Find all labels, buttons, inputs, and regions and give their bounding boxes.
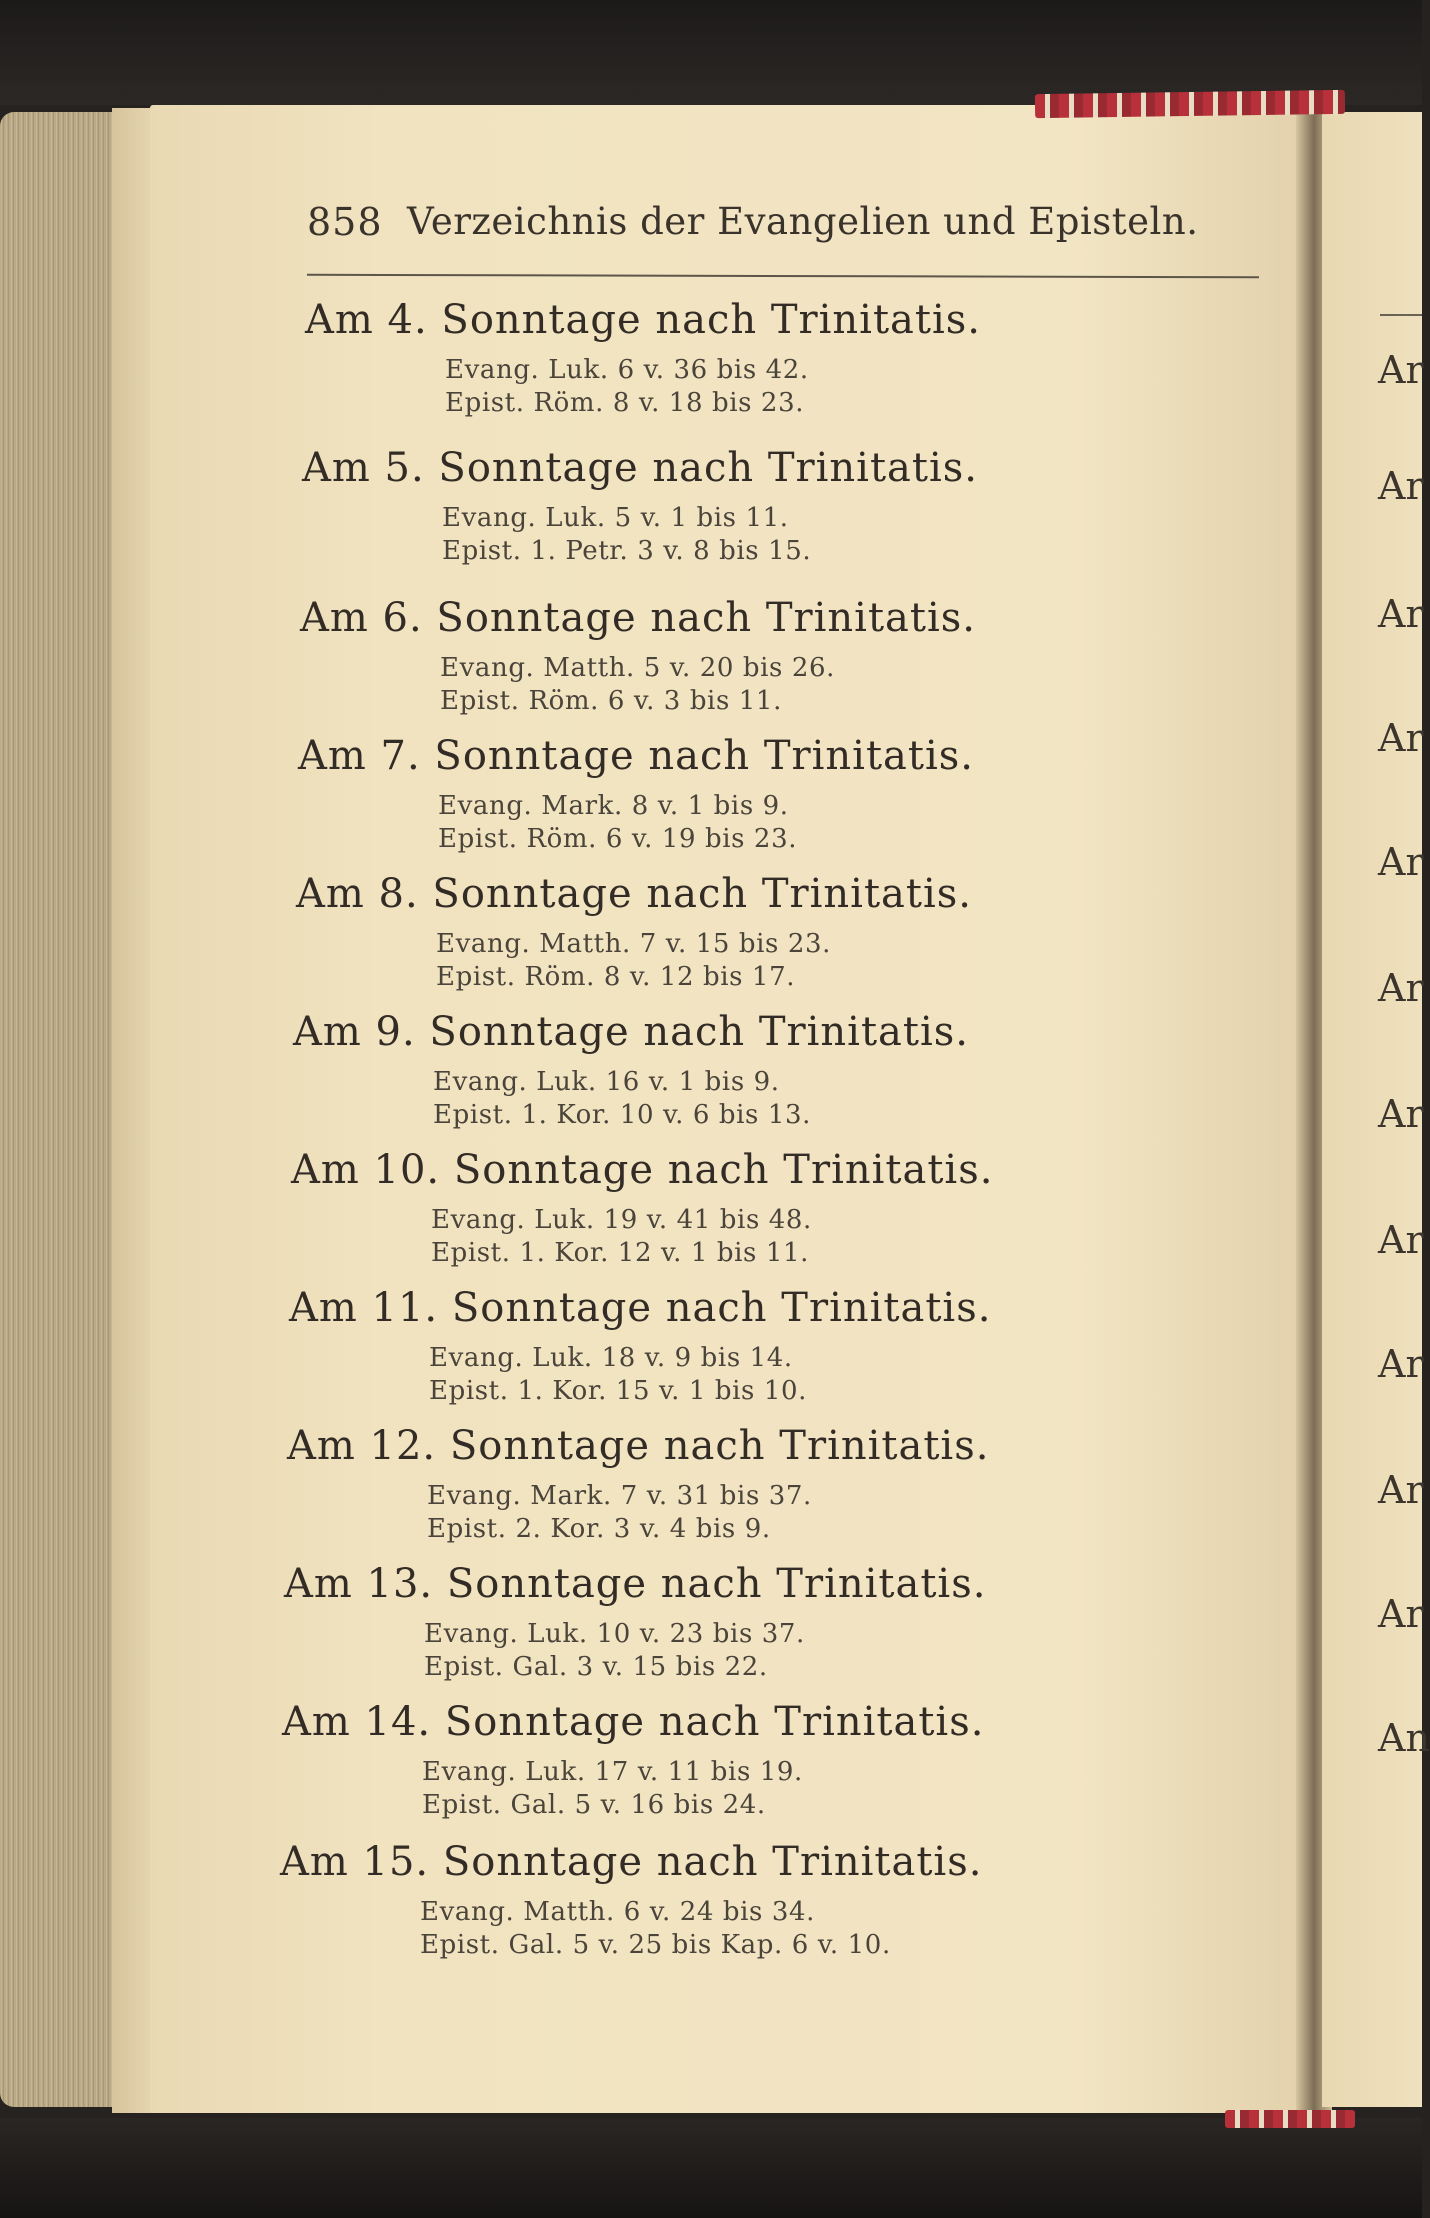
reading-entry (305, 292, 1065, 420)
entry-title: Am 10. Sonntage nach Trinitatis. (291, 1147, 994, 1193)
entry-evangelium: Evang. Mark. 8 v. 1 bis 9. (438, 791, 789, 821)
reading-entry (282, 1694, 1042, 1822)
entry-title: Am 13. Sonntage nach Trinitatis. (284, 1561, 987, 1607)
page-number: 858 (307, 200, 383, 244)
entry-title: Am 11. Sonntage nach Trinitatis. (289, 1285, 992, 1331)
entry-evangelium: Evang. Matth. 6 v. 24 bis 34. (420, 1897, 815, 1927)
reading-entry (287, 1418, 1047, 1546)
right-page-fragment: Ar (1378, 464, 1424, 508)
entry-title: Am 15. Sonntage nach Trinitatis. (280, 1839, 983, 1885)
reading-entry (302, 440, 1062, 568)
book-cover-top (0, 0, 1422, 105)
entry-evangelium: Evang. Luk. 18 v. 9 bis 14. (429, 1343, 793, 1373)
entry-epistel: Epist. 2. Kor. 3 v. 4 bis 9. (427, 1514, 771, 1544)
headband-bottom (1225, 2110, 1355, 2128)
entry-title: Am 4. Sonntage nach Trinitatis. (305, 297, 981, 343)
reading-entry (291, 1142, 1051, 1270)
entry-title: Am 14. Sonntage nach Trinitatis. (282, 1699, 985, 1745)
entry-evangelium: Evang. Luk. 19 v. 41 bis 48. (431, 1205, 812, 1235)
right-page-fragment: Ar (1378, 592, 1424, 636)
right-page-fragment: Ar (1378, 1218, 1424, 1262)
entry-epistel: Epist. 1. Kor. 12 v. 1 bis 11. (431, 1238, 810, 1268)
entry-evangelium: Evang. Matth. 5 v. 20 bis 26. (440, 653, 835, 683)
entry-epistel: Epist. Gal. 3 v. 15 bis 22. (424, 1652, 768, 1682)
entry-epistel: Epist. Röm. 6 v. 3 bis 11. (440, 686, 782, 716)
reading-entry (284, 1556, 1044, 1684)
headband-top (1035, 90, 1345, 118)
entry-epistel: Epist. Röm. 8 v. 12 bis 17. (436, 962, 796, 992)
right-page-fragment: Ar (1378, 966, 1424, 1010)
right-page-rule (1380, 314, 1422, 316)
right-page-fragment: Ar (1378, 1592, 1424, 1636)
running-head (307, 200, 1207, 256)
right-page-fragment: Ar (1378, 1468, 1424, 1512)
right-page-fragments (1378, 330, 1430, 1830)
right-page-fragment: Ar (1378, 840, 1424, 884)
entry-evangelium: Evang. Luk. 6 v. 36 bis 42. (445, 355, 809, 385)
right-page-fragment: Ar (1378, 348, 1424, 392)
reading-entry (280, 1834, 1040, 1962)
reading-entry (298, 728, 1058, 856)
entry-title: Am 6. Sonntage nach Trinitatis. (300, 595, 976, 641)
entry-epistel: Epist. 1. Kor. 10 v. 6 bis 13. (433, 1100, 812, 1130)
entry-title: Am 9. Sonntage nach Trinitatis. (293, 1009, 969, 1055)
entry-evangelium: Evang. Matth. 7 v. 15 bis 23. (436, 929, 831, 959)
right-page-fragment: Ar (1378, 1342, 1424, 1386)
reading-entry (289, 1280, 1049, 1408)
right-page-fragment: An (1378, 1716, 1430, 1760)
entry-epistel: Epist. Röm. 6 v. 19 bis 23. (438, 824, 798, 854)
entry-epistel: Epist. Gal. 5 v. 25 bis Kap. 6 v. 10. (420, 1930, 891, 1960)
entry-evangelium: Evang. Luk. 5 v. 1 bis 11. (442, 503, 789, 533)
entry-evangelium: Evang. Luk. 17 v. 11 bis 19. (422, 1757, 803, 1787)
page-edges (0, 112, 118, 2107)
entry-evangelium: Evang. Mark. 7 v. 31 bis 37. (427, 1481, 812, 1511)
book-cover-bottom (0, 2118, 1422, 2218)
entry-epistel: Epist. Röm. 8 v. 18 bis 23. (445, 388, 805, 418)
entry-title: Am 12. Sonntage nach Trinitatis. (287, 1423, 990, 1469)
reading-entry (293, 1004, 1053, 1132)
entry-evangelium: Evang. Luk. 10 v. 23 bis 37. (424, 1619, 805, 1649)
entry-evangelium: Evang. Luk. 16 v. 1 bis 9. (433, 1067, 780, 1097)
entry-epistel: Epist. Gal. 5 v. 16 bis 24. (422, 1790, 766, 1820)
entry-title: Am 5. Sonntage nach Trinitatis. (302, 445, 978, 491)
entry-epistel: Epist. 1. Petr. 3 v. 8 bis 15. (442, 536, 812, 566)
reading-entry (300, 590, 1060, 718)
right-page-fragment: Ar (1378, 1092, 1424, 1136)
right-page-fragment: Ar (1378, 716, 1424, 760)
entry-title: Am 8. Sonntage nach Trinitatis. (296, 871, 972, 917)
entry-epistel: Epist. 1. Kor. 15 v. 1 bis 10. (429, 1376, 808, 1406)
page-title: Verzeichnis der Evangelien und Episteln. (407, 200, 1199, 243)
entry-title: Am 7. Sonntage nach Trinitatis. (298, 733, 974, 779)
reading-entry (296, 866, 1056, 994)
